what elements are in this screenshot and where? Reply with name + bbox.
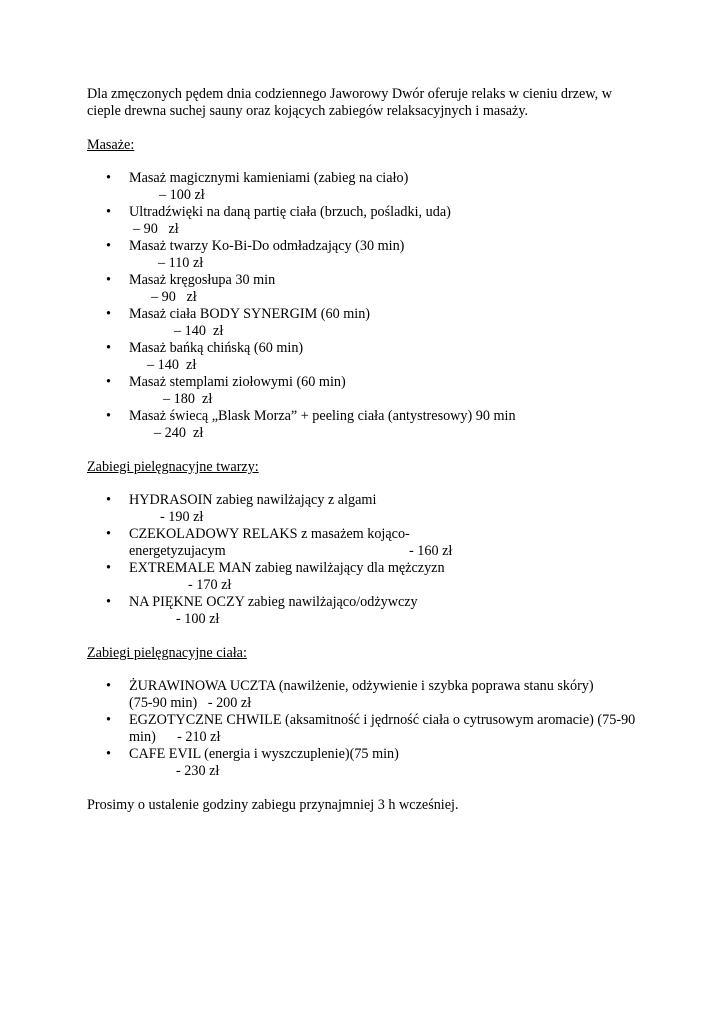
list-item (87, 238, 647, 272)
list-item (87, 306, 647, 340)
item-name: Masaż twarzy Ko-Bi-Do odmładzający (30 min) (129, 238, 405, 254)
footer-note: Prosimy o ustalenie godziny zabiegu przynajmniej 3 h wcześniej. (87, 797, 459, 813)
item-name: EGZOTYCZNE CHWILE (aksamitność i jędrność ciała o cytrusowym aromacie) (75-90 min) (129, 712, 636, 745)
item-price: – 240 zł (154, 425, 204, 441)
bullet-icon: • (106, 560, 111, 576)
list-item (87, 678, 647, 712)
list-item (87, 340, 647, 374)
item-price: - 230 zł (176, 763, 220, 779)
bullet-icon: • (106, 374, 111, 390)
list-item (87, 594, 647, 628)
face-treatments-heading: Zabiegi pielęgnacyjne twarzy: (87, 459, 259, 475)
item-price: - 170 zł (188, 577, 232, 593)
item-name: CZEKOLADOWY RELAKS z masażem kojąco-energetyzujacym (129, 526, 410, 559)
face-treatments-list (87, 492, 647, 628)
massages-list (87, 170, 647, 442)
item-wrap (129, 526, 453, 560)
item-price: - 200 zł (207, 695, 252, 711)
item-price: – 90 zł (151, 289, 197, 305)
bullet-icon: • (106, 306, 111, 322)
list-item (87, 746, 647, 780)
list-item (87, 712, 647, 746)
item-name: Ultradźwięki na daną partię ciała (brzuch, pośladki, uda) (129, 204, 451, 220)
item-name: EXTREMALE MAN zabieg nawilżający dla mężczyzn (129, 560, 445, 576)
item-name: Masaż świecą „Blask Morza” + peeling ciała (antystresowy) 90 min (129, 408, 516, 424)
item-price: - 210 zł (177, 729, 221, 745)
item-price: – 140 zł (147, 357, 197, 373)
bullet-icon: • (106, 712, 111, 728)
bullet-icon: • (106, 340, 111, 356)
item-wrap (129, 678, 619, 712)
item-price: – 140 zł (174, 323, 224, 339)
item-price: - 100 zł (176, 611, 220, 627)
item-name: NA PIĘKNE OCZY zabieg nawilżająco/odżywczy (129, 594, 418, 610)
bullet-icon: • (106, 678, 111, 694)
bullet-icon: • (106, 238, 111, 254)
list-item (87, 204, 647, 238)
item-name: Masaż kręgosłupa 30 min (129, 272, 276, 288)
list-item (87, 170, 647, 204)
list-item (87, 408, 647, 442)
item-name: CAFE EVIL (energia i wyszczuplenie)(75 min) (129, 746, 399, 762)
item-name: Masaż ciała BODY SYNERGIM (60 min) (129, 306, 371, 322)
list-item (87, 526, 647, 560)
item-name: Masaż stemplami ziołowymi (60 min) (129, 374, 346, 390)
item-price: - 160 zł (409, 543, 453, 559)
bullet-icon: • (106, 526, 111, 542)
list-item (87, 560, 647, 594)
list-item (87, 272, 647, 306)
massages-heading: Masaże: (87, 137, 135, 153)
body-treatments-heading: Zabiegi pielęgnacyjne ciała: (87, 645, 247, 661)
document-page (87, 86, 647, 814)
item-price: – 110 zł (158, 255, 204, 271)
item-price: - 190 zł (160, 509, 204, 525)
item-price: – 90 zł (133, 221, 179, 237)
item-wrap (129, 712, 649, 746)
bullet-icon: • (106, 272, 111, 288)
item-price: – 180 zł (163, 391, 213, 407)
list-item (87, 492, 647, 526)
bullet-icon: • (106, 594, 111, 610)
bullet-icon: • (106, 492, 111, 508)
item-name: Masaż magicznymi kamieniami (zabieg na ciało) (129, 170, 409, 186)
intro-paragraph: Dla zmęczonych pędem dnia codziennego Jaworowy Dwór oferuje relaks w cieniu drzew, w cieple drewna suchej sauny oraz kojących zabiegów relaksacyjnych i masaży. (87, 86, 612, 119)
bullet-icon: • (106, 204, 111, 220)
body-treatments-list (87, 678, 647, 780)
item-name: ŻURAWINOWA UCZTA (nawilżenie, odżywienie i szybka poprawa stanu skóry) (75-90 min) (129, 678, 594, 711)
bullet-icon: • (106, 170, 111, 186)
bullet-icon: • (106, 746, 111, 762)
item-price: – 100 zł (159, 187, 205, 203)
bullet-icon: • (106, 408, 111, 424)
item-name: HYDRASOIN zabieg nawilżający z algami (129, 492, 377, 508)
item-name: Masaż bańką chińską (60 min) (129, 340, 304, 356)
list-item (87, 374, 647, 408)
